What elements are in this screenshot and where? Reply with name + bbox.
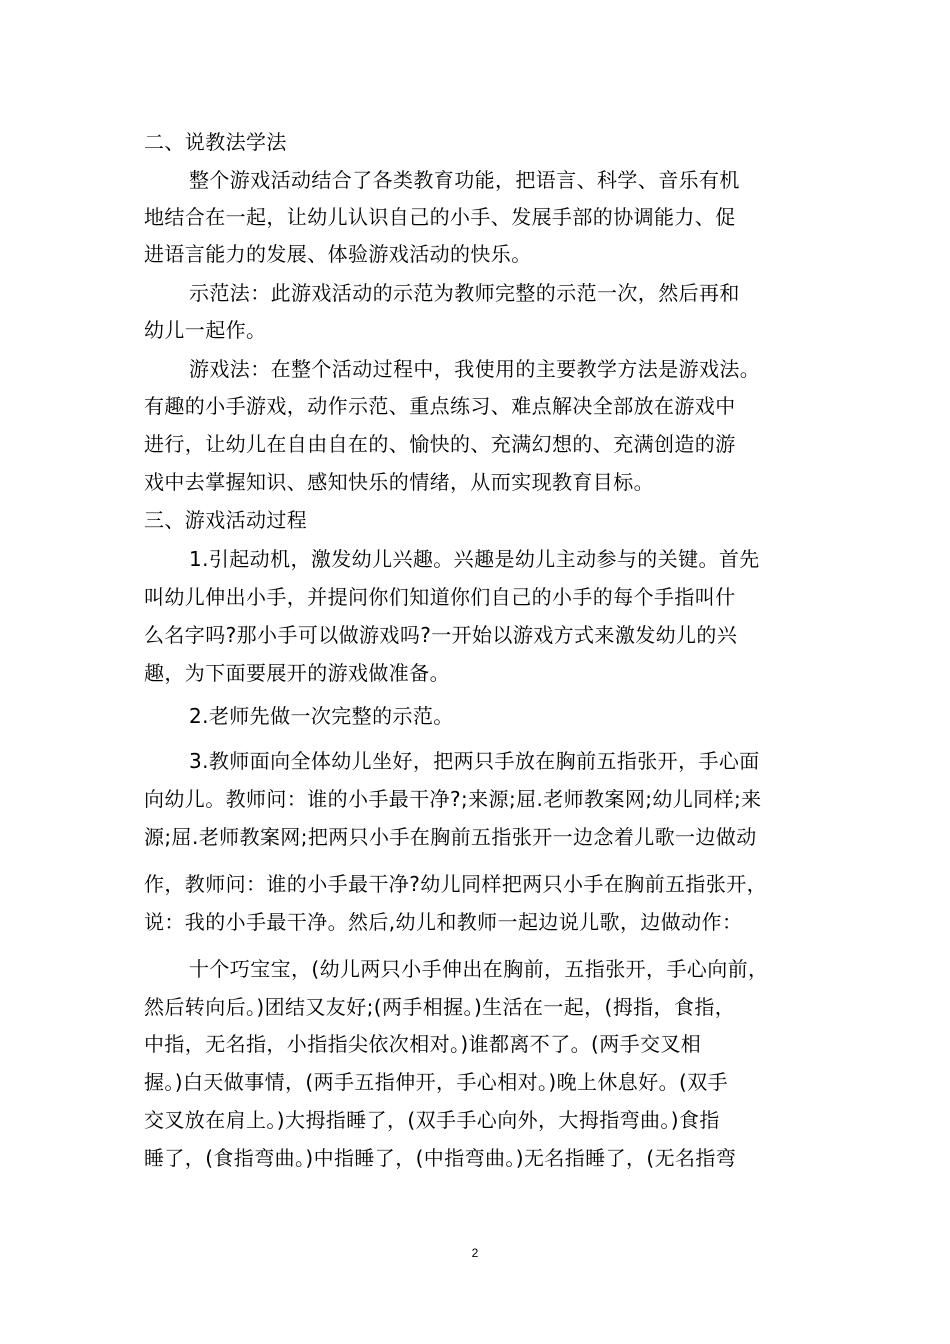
paragraph-line: 进语言能力的发展、体验游戏活动的快乐。 <box>144 242 532 266</box>
paragraph-line: 交叉放在肩上。)大拇指睡了，(双手手心向外，大拇指弯曲。)食指 <box>144 1108 720 1132</box>
paragraph-line: 叫幼儿伸出小手，并提问你们知道你们自己的小手的每个手指叫什 <box>144 585 736 609</box>
paragraph-line: 中指，无名指，小指指尖依次相对。)谁都离不了。(两手交叉相 <box>144 1032 702 1056</box>
paragraph-line: 向幼儿。教师问：谁的小手最干净?;来源;屈.老师教案网;幼儿同样;来 <box>144 787 762 811</box>
paragraph-line: 2.老师先做一次完整的示范。 <box>189 704 454 728</box>
page-number: 2 <box>471 1246 479 1260</box>
paragraph-line: 进行，让幼儿在自由自在的、愉快的、充满幻想的、充满创造的游 <box>144 432 736 456</box>
paragraph-line: 幼儿一起作。 <box>144 318 267 342</box>
paragraph-line: 趣，为下面要展开的游戏做准备。 <box>144 661 450 685</box>
paragraph-line: 么名字吗?那小手可以做游戏吗?一开始以游戏方式来激发幼儿的兴 <box>144 623 738 647</box>
paragraph-line: 说：我的小手最干净。然后,幼儿和教师一起边说儿歌，边做动作： <box>144 910 743 934</box>
paragraph-line: 戏中去掌握知识、感知快乐的情绪，从而实现教育目标。 <box>144 470 654 494</box>
paragraph-line: 有趣的小手游戏，动作示范、重点练习、难点解决全部放在游戏中 <box>144 394 736 418</box>
paragraph-line: 游戏法：在整个活动过程中，我使用的主要教学方法是游戏法。 <box>189 357 761 381</box>
paragraph-line: 1.引起动机，激发幼儿兴趣。兴趣是幼儿主动参与的关键。首先 <box>189 547 760 571</box>
paragraph-line: 3.教师面向全体幼儿坐好，把两只手放在胸前五指张开，手心面 <box>189 749 760 773</box>
section-heading-teaching-methods: 二、说教法学法 <box>144 130 287 154</box>
paragraph-line: 地结合在一起，让幼儿认识自己的小手、发展手部的协调能力、促 <box>144 205 736 229</box>
paragraph-line: 整个游戏活动结合了各类教育功能，把语言、科学、音乐有机 <box>189 168 740 192</box>
paragraph-line: 作，教师问：谁的小手最干净?幼儿同样把两只小手在胸前五指张开， <box>144 872 768 896</box>
paragraph-line: 然后转向后。)团结又友好;(两手相握。)生活在一起，(拇指，食指， <box>144 995 736 1019</box>
paragraph-line: 十个巧宝宝，(幼儿两只小手伸出在胸前，五指张开，手心向前， <box>189 957 769 981</box>
section-heading-game-process: 三、游戏活动过程 <box>144 508 308 532</box>
paragraph-line: 握。)白天做事情，(两手五指伸开，手心相对。)晚上休息好。(双手 <box>144 1070 729 1094</box>
paragraph-line: 源;屈.老师教案网;把两只小手在胸前五指张开一边念着儿歌一边做动 <box>144 825 757 849</box>
paragraph-line: 示范法：此游戏活动的示范为教师完整的示范一次，然后再和 <box>189 281 740 305</box>
paragraph-line: 睡了，(食指弯曲。)中指睡了，(中指弯曲。)无名指睡了，(无名指弯 <box>144 1146 737 1170</box>
